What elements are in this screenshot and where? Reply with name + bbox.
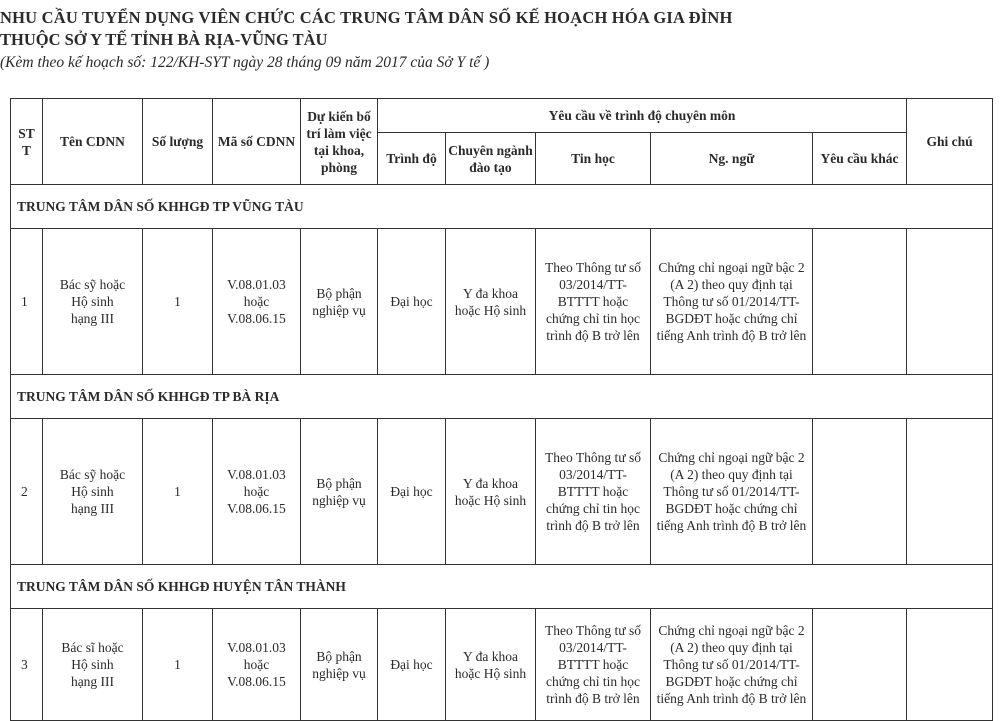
section-title: TRUNG TÂM DÂN SỐ KHHGĐ HUYỆN TÂN THÀNH — [11, 565, 993, 609]
cell-bo-tri: Bộ phận nghiệp vụ — [301, 229, 378, 375]
header-chuyen-nganh: Chuyên ngành đào tạo — [446, 133, 536, 185]
cell-tin-hoc: Theo Thông tư số 03/2014/TT- BTTTT hoặc chứng chỉ tin học trình độ B trở lên — [536, 419, 651, 565]
cell-so-luong: 1 — [143, 609, 213, 721]
cell-trinh-do: Đại học — [378, 609, 446, 721]
header-ghi-chu: Ghi chú — [907, 99, 993, 185]
cell-ghi-chu — [907, 419, 993, 565]
section-row — [11, 185, 993, 229]
section-title: TRUNG TÂM DÂN SỐ KHHGĐ TP VŨNG TÀU — [11, 185, 993, 229]
cell-tin-hoc: Theo Thông tư số 03/2014/TT- BTTTT hoặc chứng chỉ tin học trình độ B trở lên — [536, 609, 651, 721]
cell-ngoai-ngu: Chứng chỉ ngoại ngữ bậc 2 (A 2) theo quy định tại Thông tư số 01/2014/TT- BGDĐT hoặc chứng chỉ tiếng Anh trình độ B trở lên — [651, 609, 813, 721]
table-row — [11, 419, 993, 565]
header-du-kien-bo-tri: Dự kiến bố trí làm việc tại khoa, phòng — [301, 99, 378, 185]
table-row — [11, 229, 993, 375]
section-row — [11, 565, 993, 609]
cell-yeu-cau-khac — [813, 419, 907, 565]
cell-yeu-cau-khac — [813, 229, 907, 375]
table-row — [11, 609, 993, 721]
section-row — [11, 375, 993, 419]
cell-ten-cdnn: Bác sỹ hoặc Hộ sinh hạng III — [43, 419, 143, 565]
cell-ma-so: V.08.01.03 hoặc V.08.06.15 — [213, 419, 301, 565]
header-ma-so: Mã số CDNN — [213, 99, 301, 185]
cell-so-luong: 1 — [143, 419, 213, 565]
cell-stt: 3 — [11, 609, 43, 721]
cell-chuyen-nganh: Y đa khoa hoặc Hộ sinh — [446, 609, 536, 721]
document-title-line1: NHU CẦU TUYỂN DỤNG VIÊN CHỨC CÁC TRUNG TÂM DÂN SỐ KẾ HOẠCH HÓA GIA ĐÌNH — [0, 8, 733, 27]
cell-chuyen-nganh: Y đa khoa hoặc Hộ sinh — [446, 419, 536, 565]
cell-ten-cdnn: Bác sỹ hoặc Hộ sinh hạng III — [43, 229, 143, 375]
cell-bo-tri: Bộ phận nghiệp vụ — [301, 609, 378, 721]
cell-trinh-do: Đại học — [378, 229, 446, 375]
cell-ghi-chu — [907, 229, 993, 375]
cell-yeu-cau-khac — [813, 609, 907, 721]
cell-ghi-chu — [907, 609, 993, 721]
header-ten-cdnn: Tên CDNN — [43, 99, 143, 185]
header-yeu-cau-trinh-do: Yêu cầu về trình độ chuyên môn — [378, 99, 907, 133]
recruitment-table — [10, 98, 993, 721]
header-trinh-do: Trình độ — [378, 133, 446, 185]
section-title: TRUNG TÂM DÂN SỐ KHHGĐ TP BÀ RỊA — [11, 375, 993, 419]
cell-ngoai-ngu: Chứng chỉ ngoại ngữ bậc 2 (A 2) theo quy định tại Thông tư số 01/2014/TT- BGDĐT hoặc chứng chỉ tiếng Anh trình độ B trở lên — [651, 229, 813, 375]
document-title-line2: THUỘC SỞ Y TẾ TỈNH BÀ RỊA-VŨNG TÀU — [0, 30, 328, 49]
header-stt: ST T — [11, 99, 43, 185]
header-yeu-cau-khac: Yêu cầu khác — [813, 133, 907, 185]
cell-tin-hoc: Theo Thông tư số 03/2014/TT- BTTTT hoặc chứng chỉ tin học trình độ B trở lên — [536, 229, 651, 375]
cell-ngoai-ngu: Chứng chỉ ngoại ngữ bậc 2 (A 2) theo quy định tại Thông tư số 01/2014/TT- BGDĐT hoặc chứng chỉ tiếng Anh trình độ B trở lên — [651, 419, 813, 565]
cell-ma-so: V.08.01.03 hoặc V.08.06.15 — [213, 229, 301, 375]
header-ngoai-ngu: Ng. ngữ — [651, 133, 813, 185]
cell-trinh-do: Đại học — [378, 419, 446, 565]
cell-chuyen-nganh: Y đa khoa hoặc Hộ sinh — [446, 229, 536, 375]
header-so-luong: Số lượng — [143, 99, 213, 185]
cell-ten-cdnn: Bác sĩ hoặc Hộ sinh hạng III — [43, 609, 143, 721]
cell-stt: 2 — [11, 419, 43, 565]
header-tin-hoc: Tin học — [536, 133, 651, 185]
cell-ma-so: V.08.01.03 hoặc V.08.06.15 — [213, 609, 301, 721]
cell-bo-tri: Bộ phận nghiệp vụ — [301, 419, 378, 565]
cell-so-luong: 1 — [143, 229, 213, 375]
cell-stt: 1 — [11, 229, 43, 375]
document-subtitle: (Kèm theo kế hoạch số: 122/KH-SYT ngày 28 tháng 09 năm 2017 của Sở Y tế ) — [0, 54, 490, 71]
